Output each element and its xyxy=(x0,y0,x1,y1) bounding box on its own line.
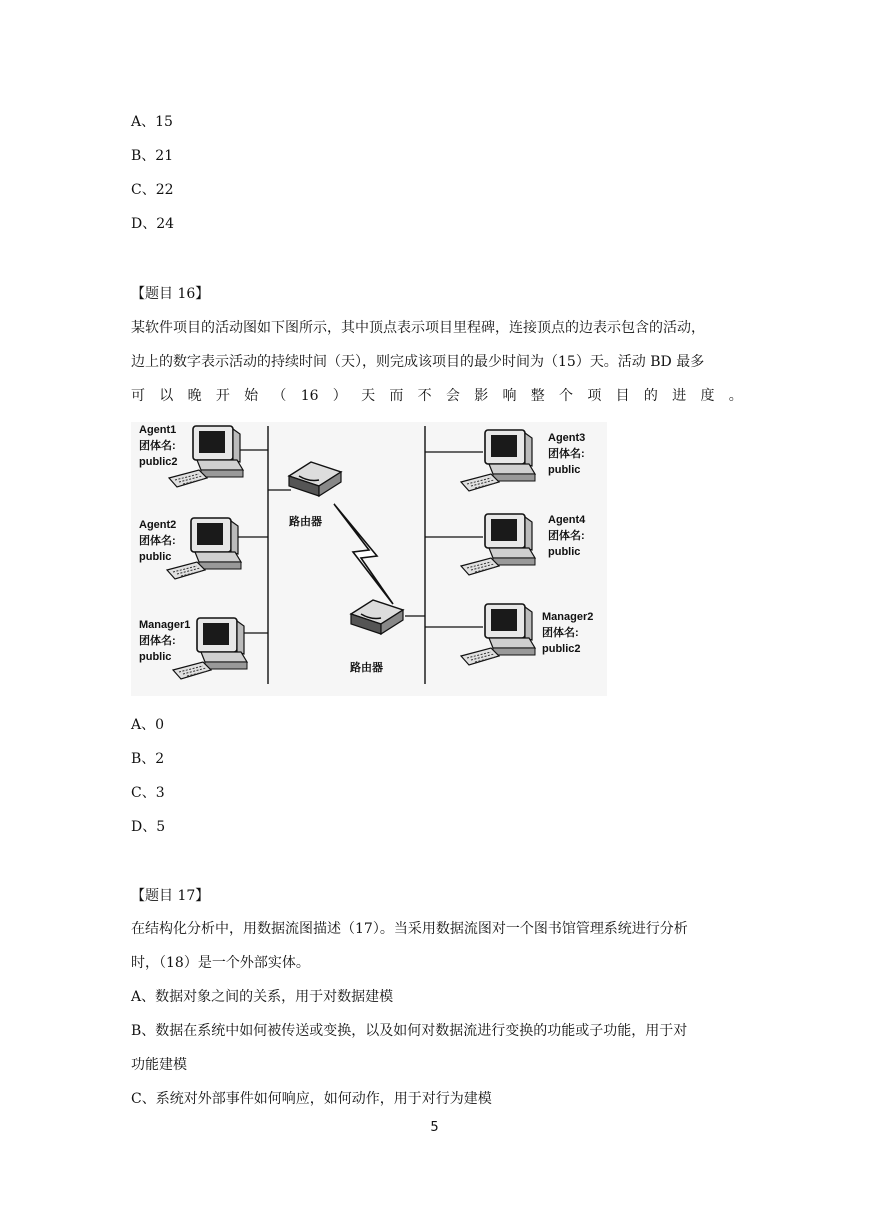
community-label-agent2: 团体名: xyxy=(139,535,176,547)
q16-option-a: A、0 xyxy=(131,717,165,733)
community-label-agent1: 团体名: xyxy=(139,440,176,452)
question-17-heading: 【题目 17】 xyxy=(131,888,210,904)
computer-icon-agent3 xyxy=(461,430,535,491)
q16-option-b: B、2 xyxy=(131,751,165,767)
question-17-line-2: 时，（18）是一个外部实体。 xyxy=(131,955,310,971)
q16-option-d: D、5 xyxy=(131,819,166,835)
option-c: C、22 xyxy=(131,182,174,198)
host-name-agent2: Agent2 xyxy=(139,519,177,531)
computer-icon-agent2 xyxy=(167,518,241,579)
page-number: 5 xyxy=(430,1120,439,1135)
host-name-agent3: Agent3 xyxy=(548,432,586,444)
community-agent4: public xyxy=(548,546,581,558)
option-b: B、21 xyxy=(131,148,174,164)
question-17-text xyxy=(131,912,743,1116)
wan-link-icon xyxy=(334,504,393,604)
community-agent3: public xyxy=(548,464,581,476)
question-17-option-b: B、数据在系统中如何被传送或变换，以及如何对数据流进行变换的功能或子功能，用于对 xyxy=(131,1023,688,1039)
host-name-manager2: Manager2 xyxy=(542,611,594,623)
option-a: A、15 xyxy=(131,114,173,130)
question-16-line-3: 可 以 晚 开 始 （ 16 ） 天 而 不 会 影 响 整 个 项 目 的 进 度 。 xyxy=(131,388,743,404)
community-label-manager1: 团体名: xyxy=(139,635,176,647)
question-17-option-b-cont: 功能建模 xyxy=(131,1057,187,1073)
community-label-agent3: 团体名: xyxy=(548,448,585,460)
router-icon-top xyxy=(289,462,341,496)
option-d: D、24 xyxy=(131,216,175,232)
community-agent2: public xyxy=(139,551,172,563)
question-17-option-a: A、数据对象之间的关系，用于对数据建模 xyxy=(131,989,394,1005)
community-label-agent4: 团体名: xyxy=(548,530,585,542)
question-16-text xyxy=(131,311,743,413)
router-label-bottom: 路由器 xyxy=(350,662,383,674)
computer-icon-agent1 xyxy=(169,426,243,487)
host-name-agent1: Agent1 xyxy=(139,424,177,436)
computer-icon-manager2 xyxy=(461,604,535,665)
community-manager1: public xyxy=(139,651,172,663)
question-16-line-1: 某软件项目的活动图如下图所示，其中顶点表示项目里程碑，连接顶点的边表示包含的活动， xyxy=(131,320,705,336)
community-manager2: public2 xyxy=(542,643,581,655)
router-icon-bottom xyxy=(351,600,403,634)
question-16-line-2: 边上的数字表示活动的持续时间（天），则完成该项目的最少时间为（15）天。活动 BD 最多 xyxy=(131,354,705,370)
q16-option-c: C、3 xyxy=(131,785,165,801)
network-diagram xyxy=(131,422,607,696)
computer-icon-agent4 xyxy=(461,514,535,575)
question-16-heading: 【题目 16】 xyxy=(131,286,210,302)
router-label-top: 路由器 xyxy=(289,516,322,528)
community-label-manager2: 团体名: xyxy=(542,627,579,639)
host-name-agent4: Agent4 xyxy=(548,514,586,526)
question-17-line-1: 在结构化分析中，用数据流图描述（17）。当采用数据流图对一个图书馆管理系统进行分析 xyxy=(131,921,688,937)
question-17-option-c: C、系统对外部事件如何响应，如何动作，用于对行为建模 xyxy=(131,1091,492,1107)
community-agent1: public2 xyxy=(139,456,178,468)
host-name-manager1: Manager1 xyxy=(139,619,191,631)
